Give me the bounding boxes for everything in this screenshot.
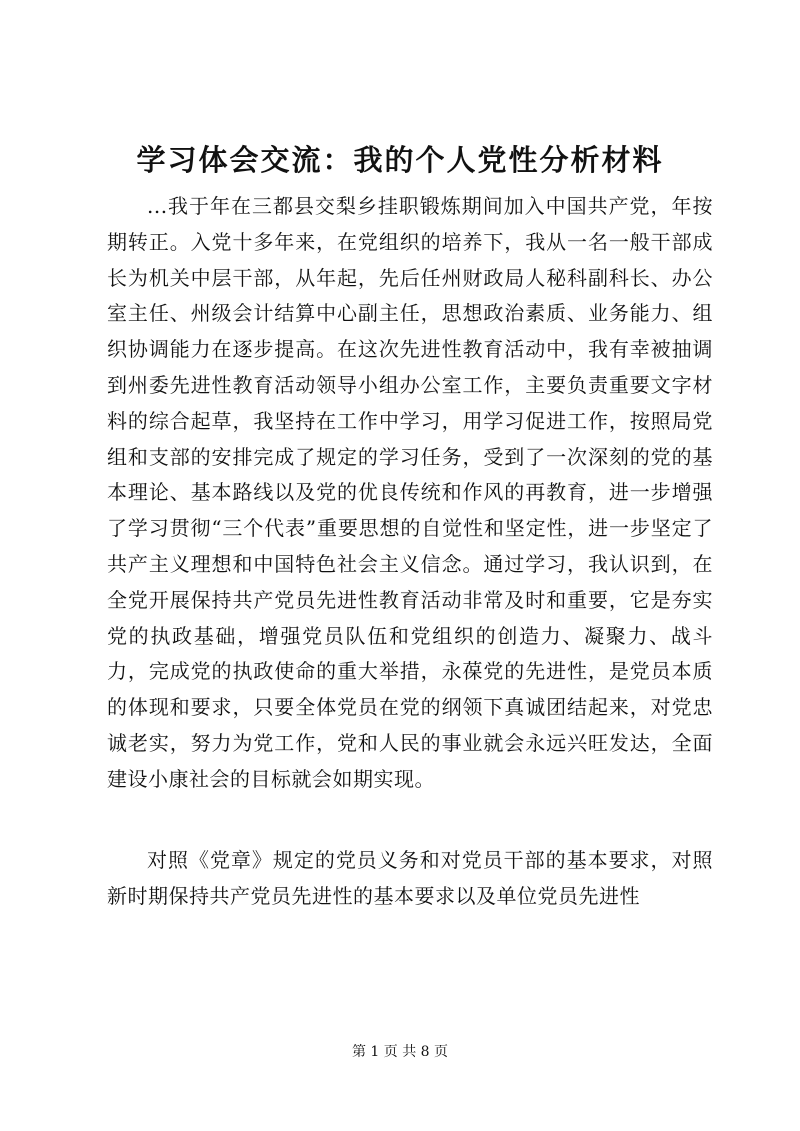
paragraph-2: 对照《党章》规定的党员义务和对党员干部的基本要求，对照新时期保持共产党员先进性的基本要求以及单位党员先进性 <box>107 848 713 908</box>
document-title: 学习体会交流：我的个人党性分析材料 <box>136 143 664 177</box>
page-number: 第 1 页 共 8 页 <box>351 1044 449 1060</box>
paragraph-1: ...我于年在三都县交梨乡挂职锻炼期间加入中国共产党，年按期转正。入党十多年来，在党组织的培养下，我从一名一般干部成长为机关中层干部，从年起，先后任州财政局人秘科副科长、办公室主任、州级会计结算中心副主任，思想政治素质、业务能力、组织协调能力在逐步提高。在这次先进性教育活动中，我有幸被抽调到州委先进性教育活动领导小组办公室工作，主要负责重要文字材料的综合起草，我坚持在工作中学习，用学习促进工作，按照局党组和支部的安排完成了规定的学习任务，受到了一次深刻的党的基本理论、基本路线以及党的优良传统和作风的再教育，进一步增强了学习贯彻“三个代表”重要思想的自觉性和坚定性，进一步坚定了共产主义理想和中国特色社会主义信念。通过学习，我认识到，在全党开展保持共产党员先进性教育活动非常及时和重要，它是夯实党的执政基础，增强党员队伍和党组织的创造力、凝聚力、战斗力，完成党的执政使命的重大举措，永葆党的先进性，是党员本质的体现和要求，只要全体党员在党的纲领下真诚团结起来，对党忠诚老实，努力为党工作，党和人民的事业就会永远兴旺发达，全面建设小康社会的目标就会如期实现。 <box>107 194 713 791</box>
